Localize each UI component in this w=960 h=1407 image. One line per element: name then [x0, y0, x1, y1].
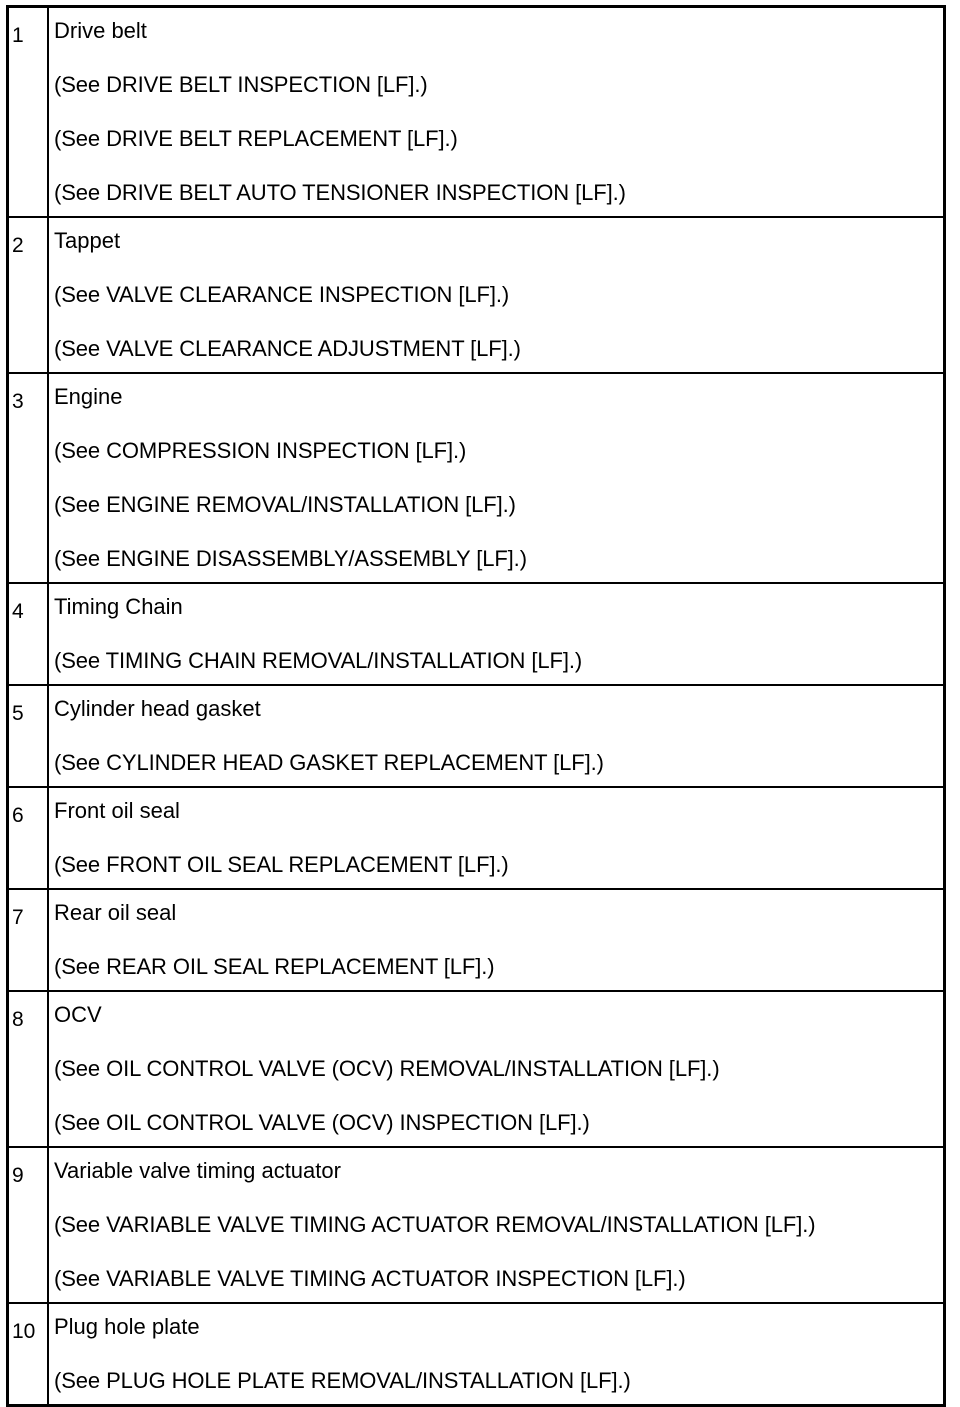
table-row	[8, 889, 945, 991]
procedure-reference-link[interactable]: (See OIL CONTROL VALVE (OCV) INSPECTION [LF].)	[54, 1110, 590, 1135]
procedure-reference-link[interactable]: (See ENGINE DISASSEMBLY/ASSEMBLY [LF].)	[54, 546, 527, 571]
item-content	[48, 889, 945, 991]
item-content	[48, 583, 945, 685]
row-spacer	[54, 1294, 943, 1302]
component-name: Engine	[54, 384, 123, 409]
table-row	[8, 373, 945, 583]
component-name: Tappet	[54, 228, 121, 253]
procedure-reference-link[interactable]: (See VARIABLE VALVE TIMING ACTUATOR REMOVAL/INSTALLATION [LF].)	[54, 1212, 816, 1237]
component-reference-table	[6, 5, 946, 1407]
procedure-reference-link[interactable]: (See DRIVE BELT INSPECTION [LF].)	[54, 72, 428, 97]
row-spacer	[54, 778, 943, 786]
table-row	[8, 7, 945, 218]
row-spacer	[54, 208, 943, 216]
row-spacer	[54, 1396, 943, 1404]
procedure-reference-link[interactable]: (See ENGINE REMOVAL/INSTALLATION [LF].)	[54, 492, 516, 517]
component-name: Plug hole plate	[54, 1314, 200, 1339]
procedure-reference-link[interactable]: (See COMPRESSION INSPECTION [LF].)	[54, 438, 467, 463]
item-content	[48, 1147, 945, 1303]
item-number: 10	[8, 1303, 49, 1406]
table-body	[8, 7, 945, 1406]
item-number: 4	[8, 583, 49, 685]
procedure-reference-link[interactable]: (See VALVE CLEARANCE ADJUSTMENT [LF].)	[54, 336, 521, 361]
component-name: Variable valve timing actuator	[54, 1158, 341, 1183]
procedure-reference-link[interactable]: (See PLUG HOLE PLATE REMOVAL/INSTALLATION [LF].)	[54, 1368, 631, 1393]
item-number: 6	[8, 787, 49, 889]
component-name: Front oil seal	[54, 798, 180, 823]
procedure-reference-link[interactable]: (See VALVE CLEARANCE INSPECTION [LF].)	[54, 282, 510, 307]
item-content	[48, 1303, 945, 1406]
item-content	[48, 373, 945, 583]
row-spacer	[54, 982, 943, 990]
procedure-reference-link[interactable]: (See TIMING CHAIN REMOVAL/INSTALLATION [LF].)	[54, 648, 583, 673]
item-content	[48, 685, 945, 787]
procedure-reference-link[interactable]: (See VARIABLE VALVE TIMING ACTUATOR INSPECTION [LF].)	[54, 1266, 686, 1291]
procedure-reference-link[interactable]: (See DRIVE BELT REPLACEMENT [LF].)	[54, 126, 458, 151]
item-number: 2	[8, 217, 49, 373]
item-number: 3	[8, 373, 49, 583]
procedure-reference-link[interactable]: (See CYLINDER HEAD GASKET REPLACEMENT [LF].)	[54, 750, 604, 775]
item-content	[48, 7, 945, 218]
component-name: Drive belt	[54, 18, 147, 43]
table-row	[8, 787, 945, 889]
table-row	[8, 583, 945, 685]
item-content	[48, 787, 945, 889]
component-name: Timing Chain	[54, 594, 183, 619]
procedure-reference-link[interactable]: (See FRONT OIL SEAL REPLACEMENT [LF].)	[54, 852, 509, 877]
procedure-reference-link[interactable]: (See OIL CONTROL VALVE (OCV) REMOVAL/INSTALLATION [LF].)	[54, 1056, 720, 1081]
table-row	[8, 685, 945, 787]
item-number: 7	[8, 889, 49, 991]
component-name: Rear oil seal	[54, 900, 177, 925]
table-row	[8, 991, 945, 1147]
row-spacer	[54, 574, 943, 582]
row-spacer	[54, 1138, 943, 1146]
item-number: 5	[8, 685, 49, 787]
table-row	[8, 1147, 945, 1303]
item-number: 1	[8, 7, 49, 218]
component-name: OCV	[54, 1002, 102, 1027]
table-row	[8, 217, 945, 373]
procedure-reference-link[interactable]: (See DRIVE BELT AUTO TENSIONER INSPECTION [LF].)	[54, 180, 626, 205]
procedure-reference-link[interactable]: (See REAR OIL SEAL REPLACEMENT [LF].)	[54, 954, 495, 979]
item-number: 8	[8, 991, 49, 1147]
row-spacer	[54, 880, 943, 888]
item-number: 9	[8, 1147, 49, 1303]
row-spacer	[54, 676, 943, 684]
table-row	[8, 1303, 945, 1406]
item-content	[48, 991, 945, 1147]
row-spacer	[54, 364, 943, 372]
item-content	[48, 217, 945, 373]
component-name: Cylinder head gasket	[54, 696, 261, 721]
